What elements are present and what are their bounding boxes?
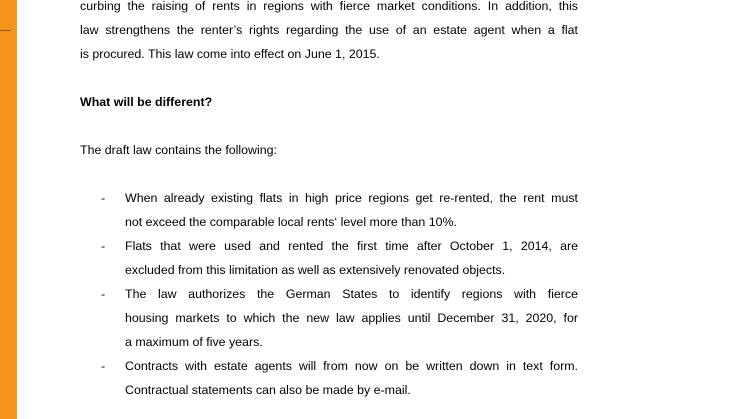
orange-margin-bar xyxy=(0,0,17,419)
list-intro: The draft law contains the following: xyxy=(80,143,277,157)
bullet-dash: - xyxy=(101,191,106,205)
list-item-line: Contracts with estate agents will from now on be written down in text form. xyxy=(125,359,578,373)
list-item xyxy=(80,282,578,354)
document-page xyxy=(80,0,578,402)
list-item-line: excluded from this limitation as well as extensively renovated objects. xyxy=(125,263,506,277)
bullet-dash: - xyxy=(101,359,106,373)
paragraph-line: is procured. This law come into effect on June 1, 2015. xyxy=(80,47,380,61)
list-item-line: The law authorizes the German States to identify regions with fierce xyxy=(125,287,578,301)
bullet-dash: - xyxy=(101,287,106,301)
list-item-line: not exceed the comparable local rents‘ level more than 10%. xyxy=(125,215,457,229)
paragraph-line: curbing the raising of rents in regions with fierce market conditions. In addition, this xyxy=(80,0,578,13)
bullet-list xyxy=(80,186,578,402)
list-item-line: a maximum of five years. xyxy=(125,335,263,349)
paragraph-line: law strengthens the renter’s rights regarding the use of an estate agent when a flat xyxy=(80,23,578,37)
margin-tick-mark xyxy=(0,30,11,31)
section-heading: What will be different? xyxy=(80,95,213,109)
intro-paragraph xyxy=(80,0,578,66)
list-item-line: Flats that were used and rented the first time after October 1, 2014, are xyxy=(125,239,578,253)
list-item-line: When already existing flats in high price regions get re-rented, the rent must xyxy=(125,191,578,205)
list-item xyxy=(80,234,578,282)
bullet-dash: - xyxy=(101,239,106,253)
list-item xyxy=(80,354,578,402)
list-item-line: Contractual statements can also be made by e-mail. xyxy=(125,383,411,397)
list-item xyxy=(80,186,578,234)
list-item-line: housing markets to which the new law applies until December 31, 2020, for xyxy=(125,311,578,325)
